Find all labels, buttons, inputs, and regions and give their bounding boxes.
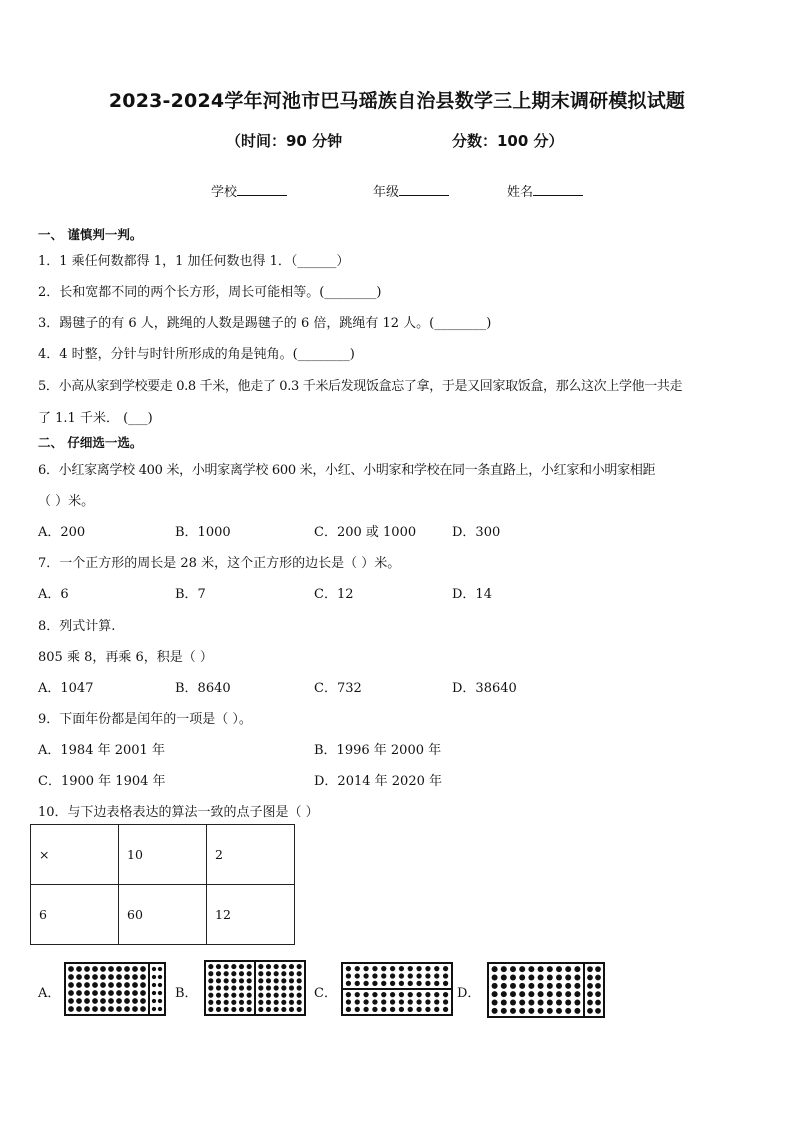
q8-option-a[interactable]: A．1047 — [38, 681, 94, 696]
q10-option-a-label[interactable]: A． — [38, 986, 61, 1001]
q10-option-d-label[interactable]: D． — [457, 986, 481, 1001]
section1-heading: 一、 谨慎判一判。 — [38, 227, 143, 242]
q10-option-b-label[interactable]: B． — [175, 986, 198, 1001]
question-5-line1: 5．小高从家到学校要走 0.8 千米，他走了 0.3 千米后发现饭盒忘了拿，于是又回家取饭盒，那么这次上学他一共走 — [38, 379, 683, 394]
section2-heading: 二、 仔细选一选。 — [38, 435, 143, 450]
table-row — [31, 825, 295, 885]
q8-option-b[interactable]: B．8640 — [175, 681, 231, 696]
question-5-line2: 了 1.1 千米． (___) — [38, 411, 153, 426]
grade-blank — [399, 183, 449, 196]
exam-time: （时间：90 分钟 — [226, 132, 343, 150]
q9-option-a[interactable]: A．1984 年 2001 年 — [38, 743, 165, 758]
name-field — [507, 181, 583, 200]
table-cell: 60 — [119, 885, 207, 945]
q9-option-c[interactable]: C．1900 年 1904 年 — [38, 774, 166, 789]
exam-title: 2023-2024学年河池市巴马瑶族自治县数学三上期末调研模拟试题 — [108, 90, 686, 112]
dot-figure-a-icon[interactable] — [64, 962, 166, 1016]
question-6-line2: （ ）米。 — [38, 494, 95, 509]
question-3: 3．踢毽子的有 6 人，跳绳的人数是踢毽子的 6 倍，跳绳有 12 人。(________) — [38, 316, 492, 331]
table-row — [31, 885, 295, 945]
school-label: 学校 — [211, 185, 238, 200]
grade-field — [373, 181, 449, 200]
question-4: 4．4 时整，分针与时针所形成的角是钝角。(________) — [38, 347, 355, 362]
table-cell: × — [31, 825, 119, 885]
table-cell: 10 — [119, 825, 207, 885]
q9-option-d[interactable]: D．2014 年 2020 年 — [314, 774, 442, 789]
multiplication-table — [30, 824, 295, 945]
table-cell: 2 — [207, 825, 295, 885]
question-9: 9．下面年份都是闰年的一项是（ ）。 — [38, 712, 252, 727]
q8-option-c[interactable]: C．732 — [314, 681, 362, 696]
q9-option-b[interactable]: B．1996 年 2000 年 — [314, 743, 442, 758]
q6-option-a[interactable]: A．200 — [38, 525, 86, 540]
q7-option-c[interactable]: C．12 — [314, 587, 354, 602]
q6-option-b[interactable]: B．1000 — [175, 525, 231, 540]
exam-score: 分数：100 分） — [452, 132, 564, 150]
q8-option-d[interactable]: D．38640 — [452, 681, 517, 696]
table-cell: 6 — [31, 885, 119, 945]
question-6-line1: 6．小红家离学校 400 米，小明家离学校 600 米，小红、小明家和学校在同一条直路上，小红家和小明家相距 — [38, 463, 656, 478]
q7-option-d[interactable]: D．14 — [452, 587, 492, 602]
grade-label: 年级 — [373, 185, 400, 200]
table-cell: 12 — [207, 885, 295, 945]
dot-figure-c-icon[interactable] — [341, 962, 453, 1016]
school-field — [211, 181, 287, 200]
question-8-line2: 805 乘 8，再乘 6，积是（ ） — [38, 650, 213, 665]
question-2: 2．长和宽都不同的两个长方形，周长可能相等。(________) — [38, 285, 382, 300]
dot-figure-b-icon[interactable] — [204, 960, 306, 1016]
question-7: 7．一个正方形的周长是 28 米，这个正方形的边长是（ ）米。 — [38, 556, 401, 571]
school-blank — [237, 183, 287, 196]
q10-option-c-label[interactable]: C． — [314, 986, 337, 1001]
name-blank — [533, 183, 583, 196]
q7-option-a[interactable]: A．6 — [38, 587, 69, 602]
dot-figure-d-icon[interactable] — [487, 962, 605, 1018]
name-label: 姓名 — [507, 185, 534, 200]
question-8-line1: 8．列式计算. — [38, 619, 116, 634]
q6-option-c[interactable]: C．200 或 1000 — [314, 525, 417, 540]
q7-option-b[interactable]: B．7 — [175, 587, 206, 602]
question-1: 1．1 乘任何数都得 1，1 加任何数也得 1．（______） — [38, 254, 350, 269]
question-10: 10．与下边表格表达的算法一致的点子图是（ ） — [38, 805, 319, 820]
q6-option-d[interactable]: D．300 — [452, 525, 501, 540]
